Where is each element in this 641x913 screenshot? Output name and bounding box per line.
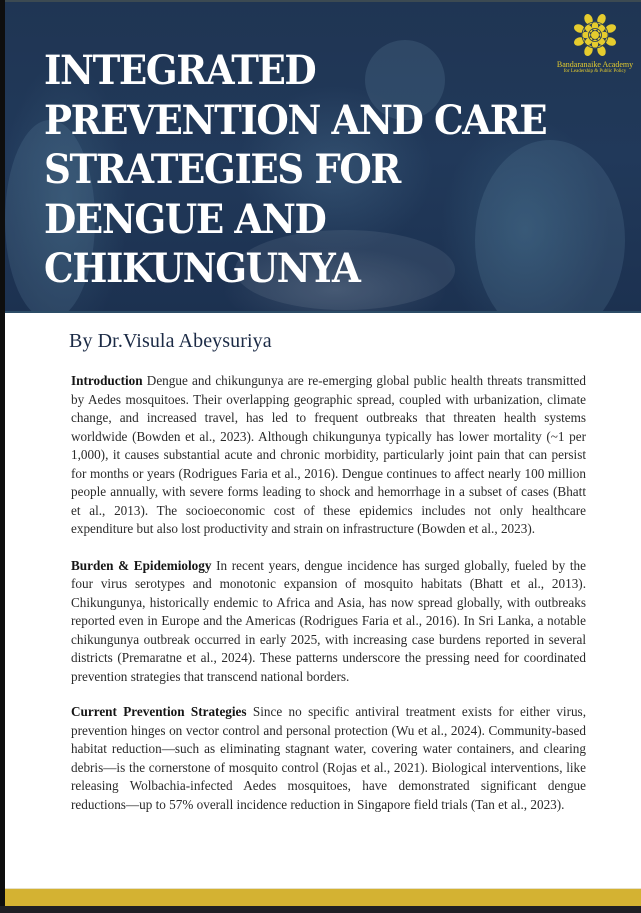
hero-top-border (5, 0, 641, 2)
viewer-bottom-strip (0, 906, 641, 913)
title-line: DENGUE AND (44, 195, 326, 243)
academy-logo (555, 12, 635, 98)
article-body (71, 372, 586, 832)
title-line: STRATEGIES FOR (44, 146, 400, 193)
section-heading: Current Prevention Strategies (71, 704, 247, 719)
article-title (44, 46, 547, 294)
section-introduction (71, 372, 586, 539)
logo-name: Bandaranaike Academy (556, 60, 634, 69)
lotus-flower-icon (572, 12, 618, 58)
hero-bottom-border (5, 311, 641, 313)
title-line: PREVENTION AND CARE (44, 96, 547, 144)
section-text: Since no specific antiviral treatment exists for either virus, prevention hinges on vector control and personal protection (Wu et al., 2024). Community-based habitat reduction—such as eliminating stagnant water, covering water containers, and clearing debris—is the cornerstone of mosquito control (Rojas et al., 2021). Biological interventions, like releasing Wolbachia-infected Aedes mosquitoes, have demonstrated significant dengue reductions—up to 57% overall incidence reduction in Singapore field trials (Tan et al., 2023). (71, 704, 586, 812)
title-line: CHIKUNGUNYA (44, 245, 360, 292)
section-text: In recent years, dengue incidence has surged globally, fueled by the four virus serotypes and monotonic expansion of mosquito habitats (Bhatt et al., 2013). Chikungunya, historically endemic to Africa and Asia, has now spread globally, with outbreaks reported even in Europe and the Americas (Rodrigues Faria et al., 2016). In Sri Lanka, a notable chikungunya outbreak occurred in early 2025, with increasing case burdens reported in several districts (Premaratne et al., 2024). These patterns underscore the pressing need for coordinated prevention strategies that transcend national borders. (71, 557, 586, 684)
title-line: INTEGRATED (44, 47, 316, 94)
document-page (5, 0, 641, 906)
section-current-prevention (71, 703, 586, 814)
footer-accent-bar (5, 888, 641, 906)
hero-banner (5, 0, 641, 313)
section-heading: Introduction (71, 373, 143, 388)
author-byline: By Dr.Visula Abeysuriya (69, 330, 272, 352)
section-burden-epidemiology (71, 557, 586, 687)
logo-subtitle: for Leadership & Public Policy (563, 69, 627, 74)
section-text: Dengue and chikungunya are re-emerging global public health threats transmitted by Aedes mosquitoes. Their overlapping geographic spread, coupled with urbanization, climate change, and increased travel, has led to frequent outbreaks that threaten health systems worldwide (Bowden et al., 2023). Although chikungunya typically has lower mortality (~1 per 1,000), it causes substantial acute and chronic morbidity, particularly joint pain that can persist for months or years (Rodrigues Faria et al., 2016). Dengue continues to affect nearly 100 million people annually, with severe forms leading to shock and hemorrhage in a subset of cases (Bhatt et al., 2013). The socioeconomic cost of these epidemics includes not only healthcare expenditure but also lost productivity and strain on infrastructure (Bowden et al., 2023). (71, 373, 586, 536)
section-heading: Burden & Epidemiology (71, 557, 212, 573)
